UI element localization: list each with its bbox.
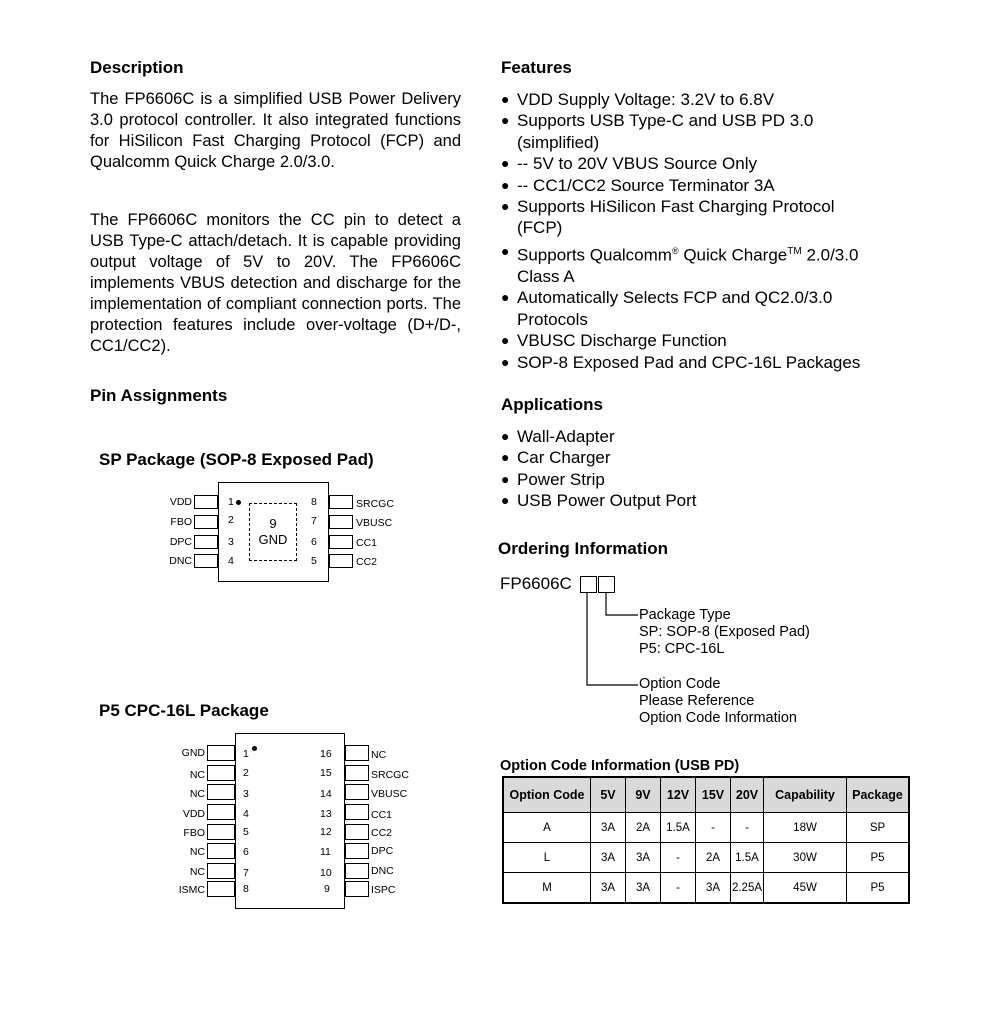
p5-package-diagram	[150, 733, 440, 913]
sp-pin-number: 4	[228, 555, 234, 567]
feature-subtext: -- 5V to 20V VBUS Source Only	[517, 154, 757, 174]
package-type-sp: SP: SOP-8 (Exposed Pad)	[639, 624, 810, 640]
p5-pin-label: NC	[189, 788, 205, 800]
table-header: 5V	[591, 777, 626, 813]
feature-text-cont: Protocols	[517, 309, 588, 329]
feature-text-cont: Class A	[517, 266, 575, 286]
p5-pin-label: DPC	[371, 845, 394, 857]
sp-pin-number: 5	[311, 555, 317, 567]
table-cell: 1.5A	[731, 843, 764, 873]
package-type-title: Package Type	[639, 607, 731, 623]
feature-text: Supports HiSilicon Fast Charging Protocol	[517, 197, 835, 217]
p5-pin-number: 9	[324, 883, 330, 895]
p5-pin-lead	[207, 804, 235, 820]
p5-pin-label: ISPC	[371, 884, 396, 896]
feature-item	[501, 352, 901, 373]
sp-pin-number: 7	[311, 515, 317, 527]
feature-subtext: -- CC1/CC2 Source Terminator 3A	[517, 175, 775, 195]
sp-pin-number: 3	[228, 536, 234, 548]
table-cell: P5	[847, 873, 910, 904]
sp-pin-label: DNC	[169, 555, 192, 567]
table-cell: 2.25A	[731, 873, 764, 904]
feature-text: SOP-8 Exposed Pad and CPC-16L Packages	[517, 352, 861, 372]
p5-pin-label: VDD	[182, 808, 205, 820]
table-cell: 45W	[764, 873, 847, 904]
sp-pin-lead	[194, 554, 218, 568]
description-paragraph-1: The FP6606C is a simplified USB Power Delivery 3.0 protocol controller. It also integrated functions for HiSilicon Fast Charging Protocol (FCP) and Qualcomm Quick Charge 2.0/3.0.	[90, 90, 461, 171]
option-code-table	[502, 776, 910, 904]
p5-pin-lead	[207, 824, 235, 840]
sp-pin-label: CC2	[356, 556, 378, 568]
application-item: ● Power Strip	[501, 469, 901, 490]
table-cell: 1.5A	[661, 813, 696, 843]
feature-text-cont: (simplified)	[517, 132, 600, 152]
p5-pin-number: 13	[320, 808, 332, 820]
p5-pin-lead	[345, 745, 369, 761]
option-table-caption: Option Code Information (USB PD)	[500, 758, 740, 774]
p5-pin-number: 5	[243, 826, 249, 838]
feature-text: Automatically Selects FCP and QC2.0/3.0	[517, 288, 833, 308]
description-paragraph-2: The FP6606C monitors the CC pin to detect a USB Type-C attach/detach. It is capable providing output voltage of 5V to 20V. The FP6606C implements VBUS detection and discharge for the implementation of compliant connection ports. The protection features include over-voltage (D+/D-, CC1/CC2).	[90, 211, 461, 355]
sp-pin-lead	[329, 495, 353, 509]
table-header: Package	[847, 777, 910, 813]
feature-text: Supports Qualcomm	[517, 245, 672, 265]
table-cell: 3A	[626, 873, 661, 904]
p5-pin-label: NC	[189, 846, 205, 858]
feature-item	[501, 196, 901, 239]
package-type-p5: P5: CPC-16L	[639, 641, 725, 657]
p5-pin-lead	[207, 843, 235, 859]
p5-pin-lead	[207, 863, 235, 879]
feature-text: VBUSC Discharge Function	[517, 331, 727, 351]
table-cell: 3A	[696, 873, 731, 904]
p5-pin-number: 4	[243, 808, 249, 820]
p5-pin-number: 7	[243, 867, 249, 879]
sp-pad-number: 9	[269, 516, 277, 531]
feature-subitem	[501, 153, 901, 174]
sp-pin-label: VDD	[169, 496, 192, 508]
p5-pin-label: VBUSC	[371, 788, 408, 800]
trademark-mark: TM	[787, 245, 802, 257]
p5-pin-number: 15	[320, 767, 332, 779]
p5-pin-number: 1	[243, 748, 249, 760]
table-row	[503, 843, 909, 873]
p5-pin-lead	[207, 784, 235, 800]
p5-pin-label: DNC	[371, 865, 394, 877]
p5-pin-number: 11	[320, 846, 331, 858]
table-cell: -	[731, 813, 764, 843]
table-cell: P5	[847, 843, 910, 873]
table-cell: A	[503, 813, 591, 843]
p5-pin-number: 8	[243, 883, 249, 895]
p5-pin-label: ISMC	[178, 884, 205, 896]
pin1-marker-icon	[236, 500, 241, 505]
p5-pin-lead	[345, 824, 369, 840]
table-cell: 3A	[591, 813, 626, 843]
p5-pin-lead	[345, 863, 369, 879]
table-cell: 3A	[591, 873, 626, 904]
sp-pin-label: CC1	[356, 537, 378, 549]
table-cell: 18W	[764, 813, 847, 843]
p5-pin-label: NC	[371, 749, 387, 761]
features-list	[501, 89, 901, 373]
sp-package-diagram	[160, 482, 420, 586]
feature-text: Supports USB Type-C and USB PD 3.0	[517, 111, 814, 131]
table-header: Option Code	[503, 777, 591, 813]
application-item: ● Wall-Adapter	[501, 426, 901, 447]
table-cell: 3A	[626, 843, 661, 873]
p5-package-title: P5 CPC-16L Package	[99, 701, 269, 720]
pin-assignments-heading: Pin Assignments	[90, 386, 228, 405]
table-cell: 2A	[626, 813, 661, 843]
table-cell: 2A	[696, 843, 731, 873]
table-cell: -	[661, 873, 696, 904]
sp-pin-label: VBUSC	[356, 517, 393, 529]
p5-pin-number: 12	[320, 826, 332, 838]
sp-pin-number: 8	[311, 496, 317, 508]
p5-pin-lead	[207, 745, 235, 761]
p5-pin-lead	[207, 765, 235, 781]
features-heading: Features	[501, 58, 572, 77]
sp-pin-lead	[194, 515, 218, 529]
applications-list	[501, 426, 901, 512]
sp-pin-number: 2	[228, 514, 234, 526]
p5-pin-label: FBO	[183, 827, 205, 839]
pin1-marker-icon	[252, 746, 257, 751]
table-header: Capability	[764, 777, 847, 813]
p5-pin-number: 6	[243, 846, 249, 858]
sp-pin-lead	[329, 535, 353, 549]
ordering-diagram	[500, 574, 840, 734]
p5-pin-label: CC2	[371, 827, 393, 839]
p5-pin-label: NC	[189, 769, 205, 781]
table-header: 15V	[696, 777, 731, 813]
sp-pin-number: 6	[311, 536, 317, 548]
feature-item	[501, 330, 901, 351]
table-header: 12V	[661, 777, 696, 813]
table-cell: -	[696, 813, 731, 843]
sp-package-title: SP Package (SOP-8 Exposed Pad)	[99, 450, 374, 469]
table-cell: -	[661, 843, 696, 873]
p5-pin-number: 3	[243, 788, 249, 800]
p5-pin-number: 2	[243, 767, 249, 779]
p5-pin-number: 16	[320, 748, 332, 760]
p5-pin-lead	[345, 881, 369, 897]
feature-subitem	[501, 175, 901, 196]
table-header-row	[503, 777, 909, 813]
feature-item	[501, 89, 901, 110]
part-number: FP6606C	[500, 574, 572, 593]
table-cell: 30W	[764, 843, 847, 873]
sp-pin-lead	[329, 515, 353, 529]
feature-text-cont: (FCP)	[517, 218, 563, 238]
sp-pin-label: DPC	[169, 536, 192, 548]
p5-pin-number: 10	[320, 867, 332, 879]
sp-pin-number: 1	[228, 496, 234, 508]
feature-item	[501, 241, 901, 287]
option-code-title: Option Code	[639, 676, 721, 692]
table-cell: SP	[847, 813, 910, 843]
application-item: ● USB Power Output Port	[501, 490, 901, 511]
p5-pin-lead	[345, 784, 369, 800]
p5-pin-lead	[345, 843, 369, 859]
sp-pin-lead	[194, 535, 218, 549]
feature-text: 2.0/3.0	[801, 245, 859, 265]
sp-pin-label: SRCGC	[356, 498, 394, 510]
p5-pin-lead	[345, 765, 369, 781]
p5-pin-lead	[345, 804, 369, 820]
feature-text: VDD Supply Voltage: 3.2V to 6.8V	[517, 90, 775, 109]
p5-pin-label: SRCGC	[371, 769, 409, 781]
table-row	[503, 813, 909, 843]
feature-text: Quick Charge	[678, 245, 788, 265]
description-heading: Description	[90, 58, 184, 77]
table-cell: M	[503, 873, 591, 904]
ordering-heading: Ordering Information	[498, 539, 668, 558]
applications-heading: Applications	[501, 395, 604, 414]
sp-pad-label: GND	[258, 532, 288, 547]
feature-item	[501, 287, 901, 330]
p5-pin-label: GND	[181, 747, 205, 759]
sp-pin-label: FBO	[170, 516, 192, 528]
p5-pin-label: NC	[189, 866, 205, 878]
table-row	[503, 873, 909, 904]
application-item: ● Car Charger	[501, 447, 901, 468]
p5-pin-label: CC1	[371, 809, 393, 821]
table-cell: 3A	[591, 843, 626, 873]
table-header: 9V	[626, 777, 661, 813]
table-header: 20V	[731, 777, 764, 813]
p5-pin-lead	[207, 881, 235, 897]
registered-mark: ®	[671, 245, 679, 256]
sp-pin-lead	[194, 495, 218, 509]
feature-item	[501, 110, 901, 153]
p5-pin-number: 14	[320, 788, 332, 800]
table-cell: L	[503, 843, 591, 873]
option-code-line1: Please Reference	[639, 693, 755, 709]
option-code-line2: Option Code Information	[639, 710, 797, 726]
sp-pin-lead	[329, 554, 353, 568]
